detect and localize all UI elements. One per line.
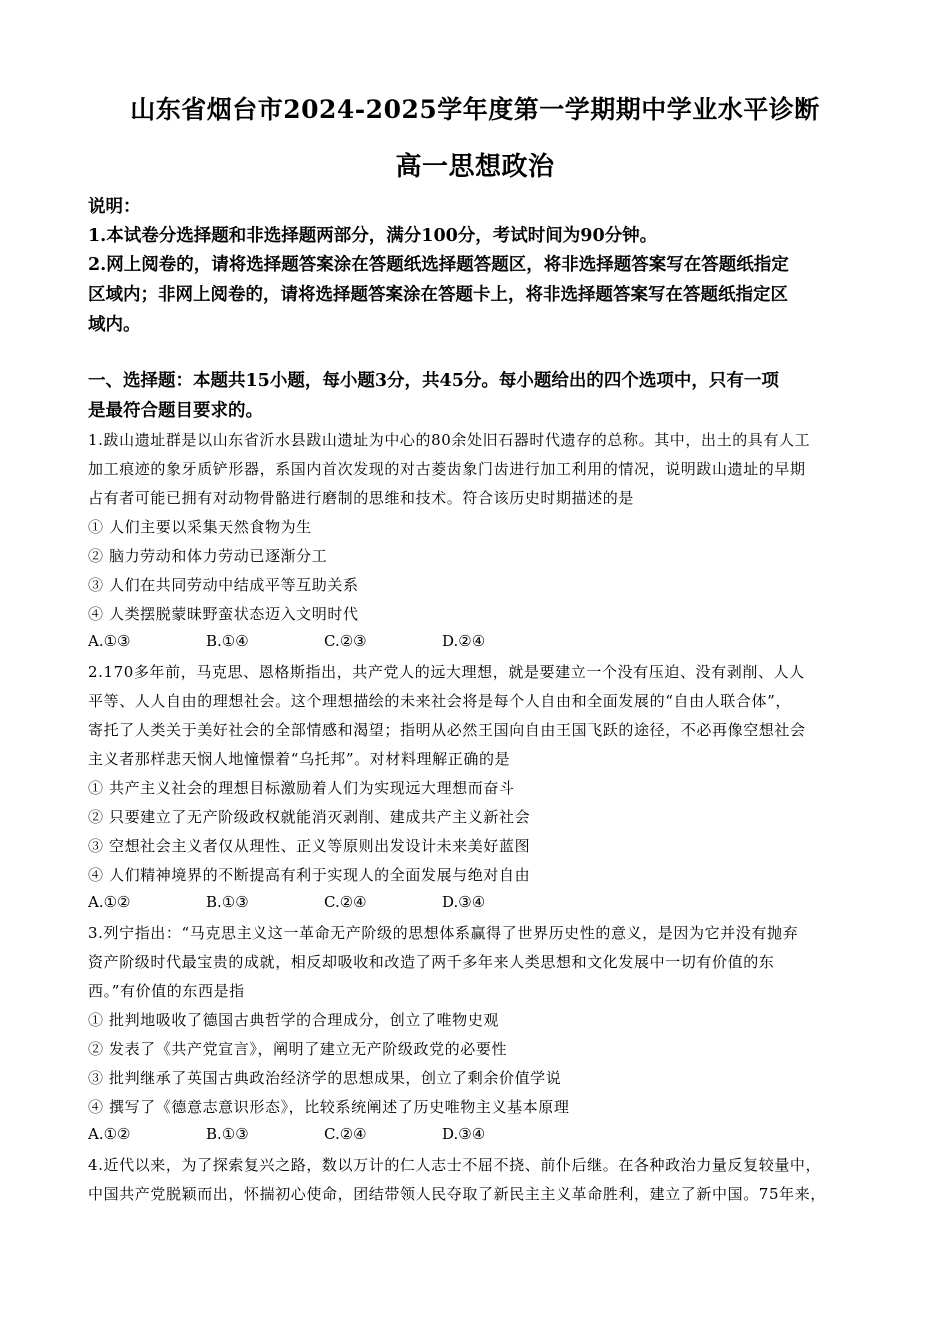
q4-stem-line: 4.近代以来，为了探索复兴之路，数以万计的仁人志士不屈不挠、前仆后继。在各种政治力量反复较量中， [88, 1156, 822, 1174]
section-heading-line-2: 是最符合题目要求的。 [88, 401, 263, 421]
q1-stem-line: 占有者可能已拥有对动物骨骼进行磨制的思维和技术。符合该历史时期描述的是 [88, 489, 635, 507]
q1-option-d[interactable]: D.②④ [442, 632, 486, 650]
q2-option-c[interactable]: C.②④ [324, 893, 367, 911]
q3-stem-line: 资产阶级时代最宝贵的成就，相反却吸收和改造了两千多年来人类思想和文化发展中一切有价值的东 [88, 953, 775, 971]
q2-item: ② 只要建立了无产阶级政权就能消灭剥削、建成共产主义新社会 [88, 808, 531, 826]
q1-item: ③ 人们在共同劳动中结成平等互助关系 [88, 576, 359, 594]
exam-title: 山东省烟台市2024-2025学年度第一学期期中学业水平诊断 [130, 95, 820, 124]
q2-stem-line: 2.170多年前，马克思、恩格斯指出，共产党人的远大理想，就是要建立一个没有压迫、没有剥削、人人 [88, 663, 805, 681]
q1-option-a[interactable]: A.①③ [88, 632, 131, 650]
q3-option-d[interactable]: D.③④ [442, 1125, 486, 1143]
q2-item: ① 共产主义社会的理想目标激励着人们为实现远大理想而奋斗 [88, 779, 515, 797]
q2-option-b[interactable]: B.①③ [206, 893, 249, 911]
q2-stem-line: 主义者那样悲天悯人地憧憬着“乌托邦”。对材料理解正确的是 [88, 750, 511, 768]
q2-option-d[interactable]: D.③④ [442, 893, 486, 911]
q1-item: ④ 人类摆脱蒙昧野蛮状态迈入文明时代 [88, 605, 359, 623]
q2-option-a[interactable]: A.①② [88, 893, 131, 911]
q2-item: ④ 人们精神境界的不断提高有利于实现人的全面发展与绝对自由 [88, 866, 531, 884]
q3-item: ② 发表了《共产党宣言》，阐明了建立无产阶级政党的必要性 [88, 1040, 508, 1058]
q1-stem-line: 1.跋山遗址群是以山东省沂水县跋山遗址为中心的80余处旧石器时代遗存的总称。其中，出土的具有人工 [88, 431, 811, 449]
q2-stem-line: 平等、人人自由的理想社会。这个理想描绘的未来社会将是每个人自由和全面发展的“自由人联合体”， [88, 692, 791, 710]
notes-heading: 说明： [88, 197, 141, 217]
note-item-2-line-2: 区域内；非网上阅卷的，请将选择题答案涂在答题卡上，将非选择题答案写在答题纸指定区 [88, 285, 788, 305]
q4-stem-line: 中国共产党脱颖而出，怀揣初心使命，团结带领人民夺取了新民主主义革命胜利，建立了新中国。75年来， [88, 1185, 826, 1203]
section-heading-line-1: 一、选择题：本题共15小题，每小题3分，共45分。每小题给出的四个选项中，只有一项 [88, 371, 779, 391]
q2-options [88, 893, 560, 911]
q3-option-a[interactable]: A.①② [88, 1125, 131, 1143]
q2-stem-line: 寄托了人类关于美好社会的全部情感和渴望；指明从必然王国向自由王国飞跃的途径，不必再像空想社会 [88, 721, 806, 739]
note-item-2-line-1: 2.网上阅卷的，请将选择题答案涂在答题纸选择题答题区，将非选择题答案写在答题纸指定 [88, 255, 789, 275]
q1-options [88, 632, 560, 650]
q3-stem-line: 西。”有价值的东西是指 [88, 982, 245, 1000]
q3-stem-line: 3.列宁指出：“马克思主义这一革命无产阶级的思想体系赢得了世界历史性的意义，是因为它并没有抛弃 [88, 924, 799, 942]
q3-options [88, 1125, 560, 1143]
q3-option-b[interactable]: B.①③ [206, 1125, 249, 1143]
q1-item: ② 脑力劳动和体力劳动已逐渐分工 [88, 547, 328, 565]
q3-item: ③ 批判继承了英国古典政治经济学的思想成果，创立了剩余价值学说 [88, 1069, 562, 1087]
q1-stem-line: 加工痕迹的象牙质铲形器，系国内首次发现的对古菱齿象门齿进行加工利用的情况，说明跋山遗址的早期 [88, 460, 806, 478]
q1-item: ① 人们主要以采集天然食物为生 [88, 518, 312, 536]
q3-option-c[interactable]: C.②④ [324, 1125, 367, 1143]
q1-option-c[interactable]: C.②③ [324, 632, 367, 650]
note-item-1: 1.本试卷分选择题和非选择题两部分，满分100分，考试时间为90分钟。 [88, 226, 658, 246]
q2-item: ③ 空想社会主义者仅从理性、正义等原则出发设计未来美好蓝图 [88, 837, 531, 855]
q3-item: ① 批判地吸收了德国古典哲学的合理成分，创立了唯物史观 [88, 1011, 499, 1029]
q1-option-b[interactable]: B.①④ [206, 632, 249, 650]
note-item-2-line-3: 域内。 [88, 315, 141, 335]
exam-subtitle: 高一思想政治 [395, 152, 555, 182]
q3-item: ④ 撰写了《德意志意识形态》，比较系统阐述了历史唯物主义基本原理 [88, 1098, 570, 1116]
